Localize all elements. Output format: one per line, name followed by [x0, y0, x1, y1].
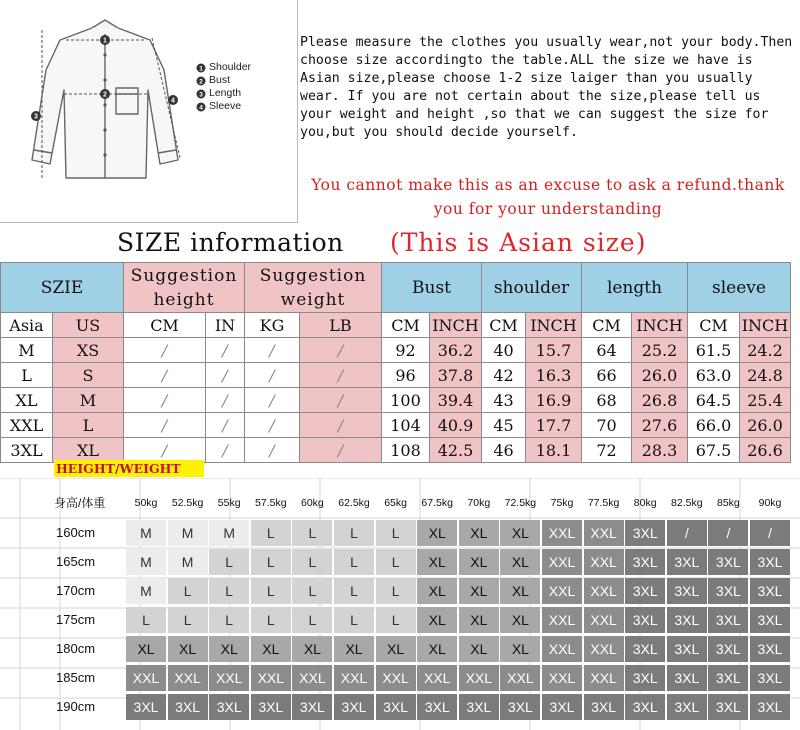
- size-cell: /: [245, 413, 300, 438]
- size-cell: 15.7: [526, 338, 582, 363]
- hw-size-cell: L: [334, 520, 374, 546]
- size-cell: 40: [482, 338, 526, 363]
- size-table: [0, 262, 791, 463]
- size-cell: 26.6: [740, 438, 791, 463]
- subheader-cell: LB: [300, 313, 382, 338]
- size-cell: XL: [1, 388, 53, 413]
- hw-size-cell: XL: [500, 636, 540, 662]
- size-cell: 18.1: [526, 438, 582, 463]
- hw-size-cell: 3XL: [625, 694, 665, 720]
- size-cell: /: [124, 363, 206, 388]
- hw-size-cell: XXL: [542, 520, 582, 546]
- hw-size-cell: 3XL: [750, 694, 790, 720]
- hw-size-cell: XXL: [168, 665, 208, 691]
- hw-size-cell: XL: [168, 636, 208, 662]
- hw-size-cell: L: [251, 578, 291, 604]
- weight-header: 67.5kg: [421, 497, 453, 509]
- hw-size-cell: 3XL: [625, 607, 665, 633]
- size-cell: 24.2: [740, 338, 791, 363]
- hw-size-cell: XL: [500, 607, 540, 633]
- hw-size-cell: 3XL: [292, 694, 332, 720]
- height-label: 170cm: [56, 583, 96, 598]
- hw-size-cell: XXL: [459, 665, 499, 691]
- title-asian-size: (This is Asian size): [390, 228, 647, 257]
- hw-size-cell: XXL: [542, 549, 582, 575]
- size-cell: 16.3: [526, 363, 582, 388]
- hw-size-cell: M: [126, 549, 166, 575]
- height-label: 185cm: [56, 670, 96, 685]
- hw-size-cell: 3XL: [500, 694, 540, 720]
- hw-size-cell: XXL: [542, 636, 582, 662]
- size-cell: 64.5: [688, 388, 740, 413]
- size-cell: 45: [482, 413, 526, 438]
- subheader-cell: Asia: [1, 313, 53, 338]
- hw-size-cell: 3XL: [750, 578, 790, 604]
- weight-header: 70kg: [467, 497, 491, 509]
- hw-size-cell: L: [292, 549, 332, 575]
- size-cell: /: [245, 438, 300, 463]
- size-cell: 25.4: [740, 388, 791, 413]
- size-cell: 42: [482, 363, 526, 388]
- size-cell: 64: [582, 338, 632, 363]
- height-label: 180cm: [56, 641, 96, 656]
- hw-size-cell: 3XL: [126, 694, 166, 720]
- hw-size-cell: XL: [376, 636, 416, 662]
- hw-size-cell: XXL: [417, 665, 457, 691]
- size-cell: /: [300, 338, 382, 363]
- subheader-cell: INCH: [632, 313, 688, 338]
- hw-size-cell: 3XL: [708, 665, 748, 691]
- hw-size-cell: 3XL: [750, 665, 790, 691]
- svg-text:4: 4: [171, 97, 175, 105]
- header-bust: Bust: [382, 263, 482, 313]
- hw-size-cell: 3XL: [251, 694, 291, 720]
- hw-size-cell: M: [168, 549, 208, 575]
- size-cell: 3XL: [1, 438, 53, 463]
- size-cell: 68: [582, 388, 632, 413]
- hw-size-cell: XL: [417, 607, 457, 633]
- svg-text:3: 3: [34, 113, 38, 121]
- subheader-cell: CM: [482, 313, 526, 338]
- size-cell: 46: [482, 438, 526, 463]
- size-cell: 43: [482, 388, 526, 413]
- size-cell: /: [124, 413, 206, 438]
- marker-4: 4: [199, 104, 203, 112]
- size-cell: 63.0: [688, 363, 740, 388]
- hw-size-cell: 3XL: [625, 665, 665, 691]
- subheader-cell: IN: [206, 313, 245, 338]
- shirt-icon: [0, 0, 297, 222]
- size-cell: 26.8: [632, 388, 688, 413]
- size-cell: 96: [382, 363, 430, 388]
- hw-size-cell: XL: [209, 636, 249, 662]
- hw-size-cell: XL: [459, 636, 499, 662]
- weight-header: 77.5kg: [587, 497, 620, 509]
- subheader-cell: INCH: [740, 313, 791, 338]
- legend-length: Length: [209, 87, 242, 99]
- size-cell: /: [206, 388, 245, 413]
- height-weight-label: HEIGHT/WEIGHT: [54, 460, 204, 477]
- hw-size-cell: 3XL: [708, 549, 748, 575]
- hw-size-cell: XXL: [584, 607, 624, 633]
- hw-size-cell: 3XL: [667, 549, 707, 575]
- weight-header: 57.5kg: [255, 497, 287, 509]
- hw-size-cell: 3XL: [334, 694, 374, 720]
- hw-size-cell: L: [334, 578, 374, 604]
- hw-size-cell: L: [292, 578, 332, 604]
- height-label: 165cm: [56, 554, 96, 569]
- height-label: 175cm: [56, 612, 96, 627]
- hw-size-cell: 3XL: [667, 607, 707, 633]
- hw-size-cell: XXL: [251, 665, 291, 691]
- hw-size-cell: XL: [500, 578, 540, 604]
- size-cell: XL: [53, 438, 124, 463]
- hw-size-cell: 3XL: [584, 694, 624, 720]
- hw-size-cell: L: [251, 607, 291, 633]
- hw-size-cell: L: [209, 607, 249, 633]
- hw-size-cell: L: [292, 607, 332, 633]
- size-cell: /: [206, 438, 245, 463]
- header-sleeve: sleeve: [688, 263, 791, 313]
- hw-size-cell: XL: [459, 549, 499, 575]
- size-cell: 100: [382, 388, 430, 413]
- size-row: [1, 413, 791, 438]
- size-cell: /: [245, 363, 300, 388]
- hw-size-cell: /: [750, 520, 790, 546]
- weight-header: 55kg: [217, 497, 241, 509]
- hw-size-cell: XXL: [542, 578, 582, 604]
- size-cell: /: [206, 363, 245, 388]
- subheader-cell: CM: [124, 313, 206, 338]
- subheader-cell: US: [53, 313, 124, 338]
- hw-size-cell: L: [168, 578, 208, 604]
- hw-size-cell: XXL: [542, 665, 582, 691]
- size-row: [1, 388, 791, 413]
- size-cell: 66.0: [688, 413, 740, 438]
- hw-size-cell: M: [126, 520, 166, 546]
- hw-size-cell: 3XL: [376, 694, 416, 720]
- hw-size-cell: 3XL: [625, 520, 665, 546]
- hw-size-cell: XXL: [209, 665, 249, 691]
- size-table-body: [1, 338, 791, 463]
- marker-1: 1: [199, 65, 203, 73]
- hw-size-cell: L: [334, 607, 374, 633]
- hw-size-cell: L: [376, 607, 416, 633]
- size-cell: 26.0: [632, 363, 688, 388]
- hw-size-cell: M: [209, 520, 249, 546]
- hw-size-cell: 3XL: [750, 607, 790, 633]
- hw-size-cell: 3XL: [209, 694, 249, 720]
- weight-header: 72.5kg: [504, 497, 537, 509]
- size-cell: 28.3: [632, 438, 688, 463]
- marker-3: 3: [199, 91, 203, 99]
- measure-instructions: Please measure the clothes you usually wear,not your body.Then choose size accordingto the table.ALL the size we have is Asian size,please choose 1-2 size laiger than you usually wear. If you are not certain about the size,please tell us your weight and height ,so that we can suggest the size for you,but you should decide yourself.: [300, 35, 793, 140]
- size-cell: 42.5: [430, 438, 482, 463]
- size-cell: 67.5: [688, 438, 740, 463]
- size-cell: 66: [582, 363, 632, 388]
- hw-size-cell: 3XL: [667, 578, 707, 604]
- weight-header: 85kg: [717, 497, 740, 509]
- hw-size-cell: 3XL: [625, 578, 665, 604]
- size-row: [1, 363, 791, 388]
- size-cell: 70: [582, 413, 632, 438]
- title-main: SIZE information: [117, 228, 344, 257]
- size-cell: /: [300, 388, 382, 413]
- weight-header: 90kg: [758, 497, 782, 509]
- hw-size-cell: 3XL: [667, 636, 707, 662]
- hw-size-cell: 3XL: [708, 607, 748, 633]
- hw-size-cell: XL: [292, 636, 332, 662]
- legend-bust: Bust: [209, 74, 231, 86]
- hw-size-cell: XXL: [334, 665, 374, 691]
- size-cell: 61.5: [688, 338, 740, 363]
- weight-header: 65kg: [384, 497, 407, 509]
- hw-size-cell: 3XL: [750, 549, 790, 575]
- hw-size-cell: M: [168, 520, 208, 546]
- hw-size-cell: L: [334, 549, 374, 575]
- hw-size-cell: XXL: [584, 549, 624, 575]
- size-cell: /: [300, 438, 382, 463]
- hw-size-cell: XL: [459, 578, 499, 604]
- size-cell: XS: [53, 338, 124, 363]
- hw-size-cell: XL: [334, 636, 374, 662]
- hw-size-cell: L: [376, 520, 416, 546]
- size-cell: 108: [382, 438, 430, 463]
- size-cell: 27.6: [632, 413, 688, 438]
- size-cell: 25.2: [632, 338, 688, 363]
- hw-size-cell: 3XL: [750, 636, 790, 662]
- hw-size-cell: XL: [459, 607, 499, 633]
- subheader-cell: CM: [382, 313, 430, 338]
- size-cell: L: [1, 363, 53, 388]
- size-cell: 26.0: [740, 413, 791, 438]
- shirt-measurement-diagram: [0, 0, 298, 223]
- hw-size-cell: XXL: [584, 520, 624, 546]
- size-cell: M: [1, 338, 53, 363]
- svg-text:1: 1: [103, 37, 107, 45]
- header-size: SZIE: [1, 263, 124, 313]
- size-cell: 92: [382, 338, 430, 363]
- hw-corner-label: 身高/体重: [54, 496, 106, 510]
- subheader-cell: INCH: [526, 313, 582, 338]
- hw-size-cell: L: [126, 607, 166, 633]
- weight-header: 82.5kg: [671, 497, 703, 509]
- hw-size-cell: L: [376, 549, 416, 575]
- hw-size-cell: 3XL: [459, 694, 499, 720]
- size-cell: 36.2: [430, 338, 482, 363]
- hw-size-cell: 3XL: [667, 694, 707, 720]
- hw-size-cell: XXL: [292, 665, 332, 691]
- size-cell: 72: [582, 438, 632, 463]
- header-shoulder: shoulder: [482, 263, 582, 313]
- hw-size-cell: XXL: [584, 665, 624, 691]
- size-cell: /: [124, 388, 206, 413]
- hw-size-cell: 3XL: [542, 694, 582, 720]
- height-label: 190cm: [56, 699, 96, 714]
- hw-size-cell: XXL: [376, 665, 416, 691]
- size-title: [0, 226, 800, 262]
- hw-size-cell: L: [251, 549, 291, 575]
- hw-size-cell: 3XL: [168, 694, 208, 720]
- header-length: length: [582, 263, 688, 313]
- size-cell: /: [124, 438, 206, 463]
- size-cell: 39.4: [430, 388, 482, 413]
- legend-shoulder: Shoulder: [209, 61, 252, 73]
- hw-size-cell: XXL: [584, 578, 624, 604]
- size-cell: XXL: [1, 413, 53, 438]
- weight-header: 75kg: [550, 497, 574, 509]
- hw-size-cell: XL: [126, 636, 166, 662]
- hw-size-cell: XL: [251, 636, 291, 662]
- size-cell: S: [53, 363, 124, 388]
- hw-size-cell: L: [168, 607, 208, 633]
- header-suggestion-height: Suggestion height: [124, 263, 245, 313]
- hw-size-cell: XXL: [126, 665, 166, 691]
- weight-header: 80kg: [633, 497, 657, 509]
- marker-2: 2: [199, 78, 203, 86]
- size-cell: /: [300, 363, 382, 388]
- svg-text:2: 2: [103, 91, 107, 99]
- weight-header: 60kg: [301, 497, 324, 509]
- size-cell: 16.9: [526, 388, 582, 413]
- hw-size-cell: XL: [459, 520, 499, 546]
- subheader-cell: CM: [582, 313, 632, 338]
- hw-size-cell: 3XL: [417, 694, 457, 720]
- size-cell: 37.8: [430, 363, 482, 388]
- subheader-cell: CM: [688, 313, 740, 338]
- weight-header: 62.5kg: [338, 497, 370, 509]
- hw-size-cell: XXL: [584, 636, 624, 662]
- size-row: [1, 438, 791, 463]
- size-cell: 104: [382, 413, 430, 438]
- hw-size-cell: XL: [417, 549, 457, 575]
- size-table-header: [1, 263, 791, 313]
- hw-size-cell: XXL: [542, 607, 582, 633]
- hw-size-cell: XL: [417, 578, 457, 604]
- size-cell: 24.8: [740, 363, 791, 388]
- hw-size-cell: XL: [417, 520, 457, 546]
- hw-size-cell: L: [209, 578, 249, 604]
- hw-size-cell: /: [708, 520, 748, 546]
- legend-sleeve: Sleeve: [209, 100, 242, 112]
- hw-size-cell: L: [292, 520, 332, 546]
- hw-size-cell: L: [251, 520, 291, 546]
- hw-size-cell: L: [209, 549, 249, 575]
- size-cell: 40.9: [430, 413, 482, 438]
- header-suggestion-weight: Suggestion weight: [245, 263, 382, 313]
- size-cell: /: [245, 338, 300, 363]
- size-cell: /: [206, 338, 245, 363]
- height-label: 160cm: [56, 525, 96, 540]
- hw-size-cell: L: [376, 578, 416, 604]
- hw-size-cell: M: [126, 578, 166, 604]
- hw-size-cell: XL: [500, 520, 540, 546]
- subheader-cell: KG: [245, 313, 300, 338]
- size-cell: /: [124, 338, 206, 363]
- hw-size-cell: XXL: [500, 665, 540, 691]
- weight-header: 52.5kg: [171, 497, 204, 509]
- size-row: [1, 338, 791, 363]
- hw-size-cell: 3XL: [667, 665, 707, 691]
- hw-size-cell: 3XL: [708, 636, 748, 662]
- hw-size-cell: 3XL: [708, 578, 748, 604]
- refund-notice: You cannot make this as an excuse to ask a refund.thank you for your understanding: [311, 176, 785, 218]
- subheader-cell: INCH: [430, 313, 482, 338]
- size-cell: 17.7: [526, 413, 582, 438]
- hw-size-cell: XL: [417, 636, 457, 662]
- size-cell: M: [53, 388, 124, 413]
- weight-header: 50kg: [134, 497, 158, 509]
- size-cell: L: [53, 413, 124, 438]
- size-cell: /: [206, 413, 245, 438]
- size-cell: /: [245, 388, 300, 413]
- size-table-subheader: [1, 313, 791, 338]
- hw-size-cell: /: [667, 520, 707, 546]
- hw-size-cell: 3XL: [625, 549, 665, 575]
- hw-size-cell: 3XL: [625, 636, 665, 662]
- hw-size-cell: 3XL: [708, 694, 748, 720]
- size-cell: /: [300, 413, 382, 438]
- hw-size-cell: XL: [500, 549, 540, 575]
